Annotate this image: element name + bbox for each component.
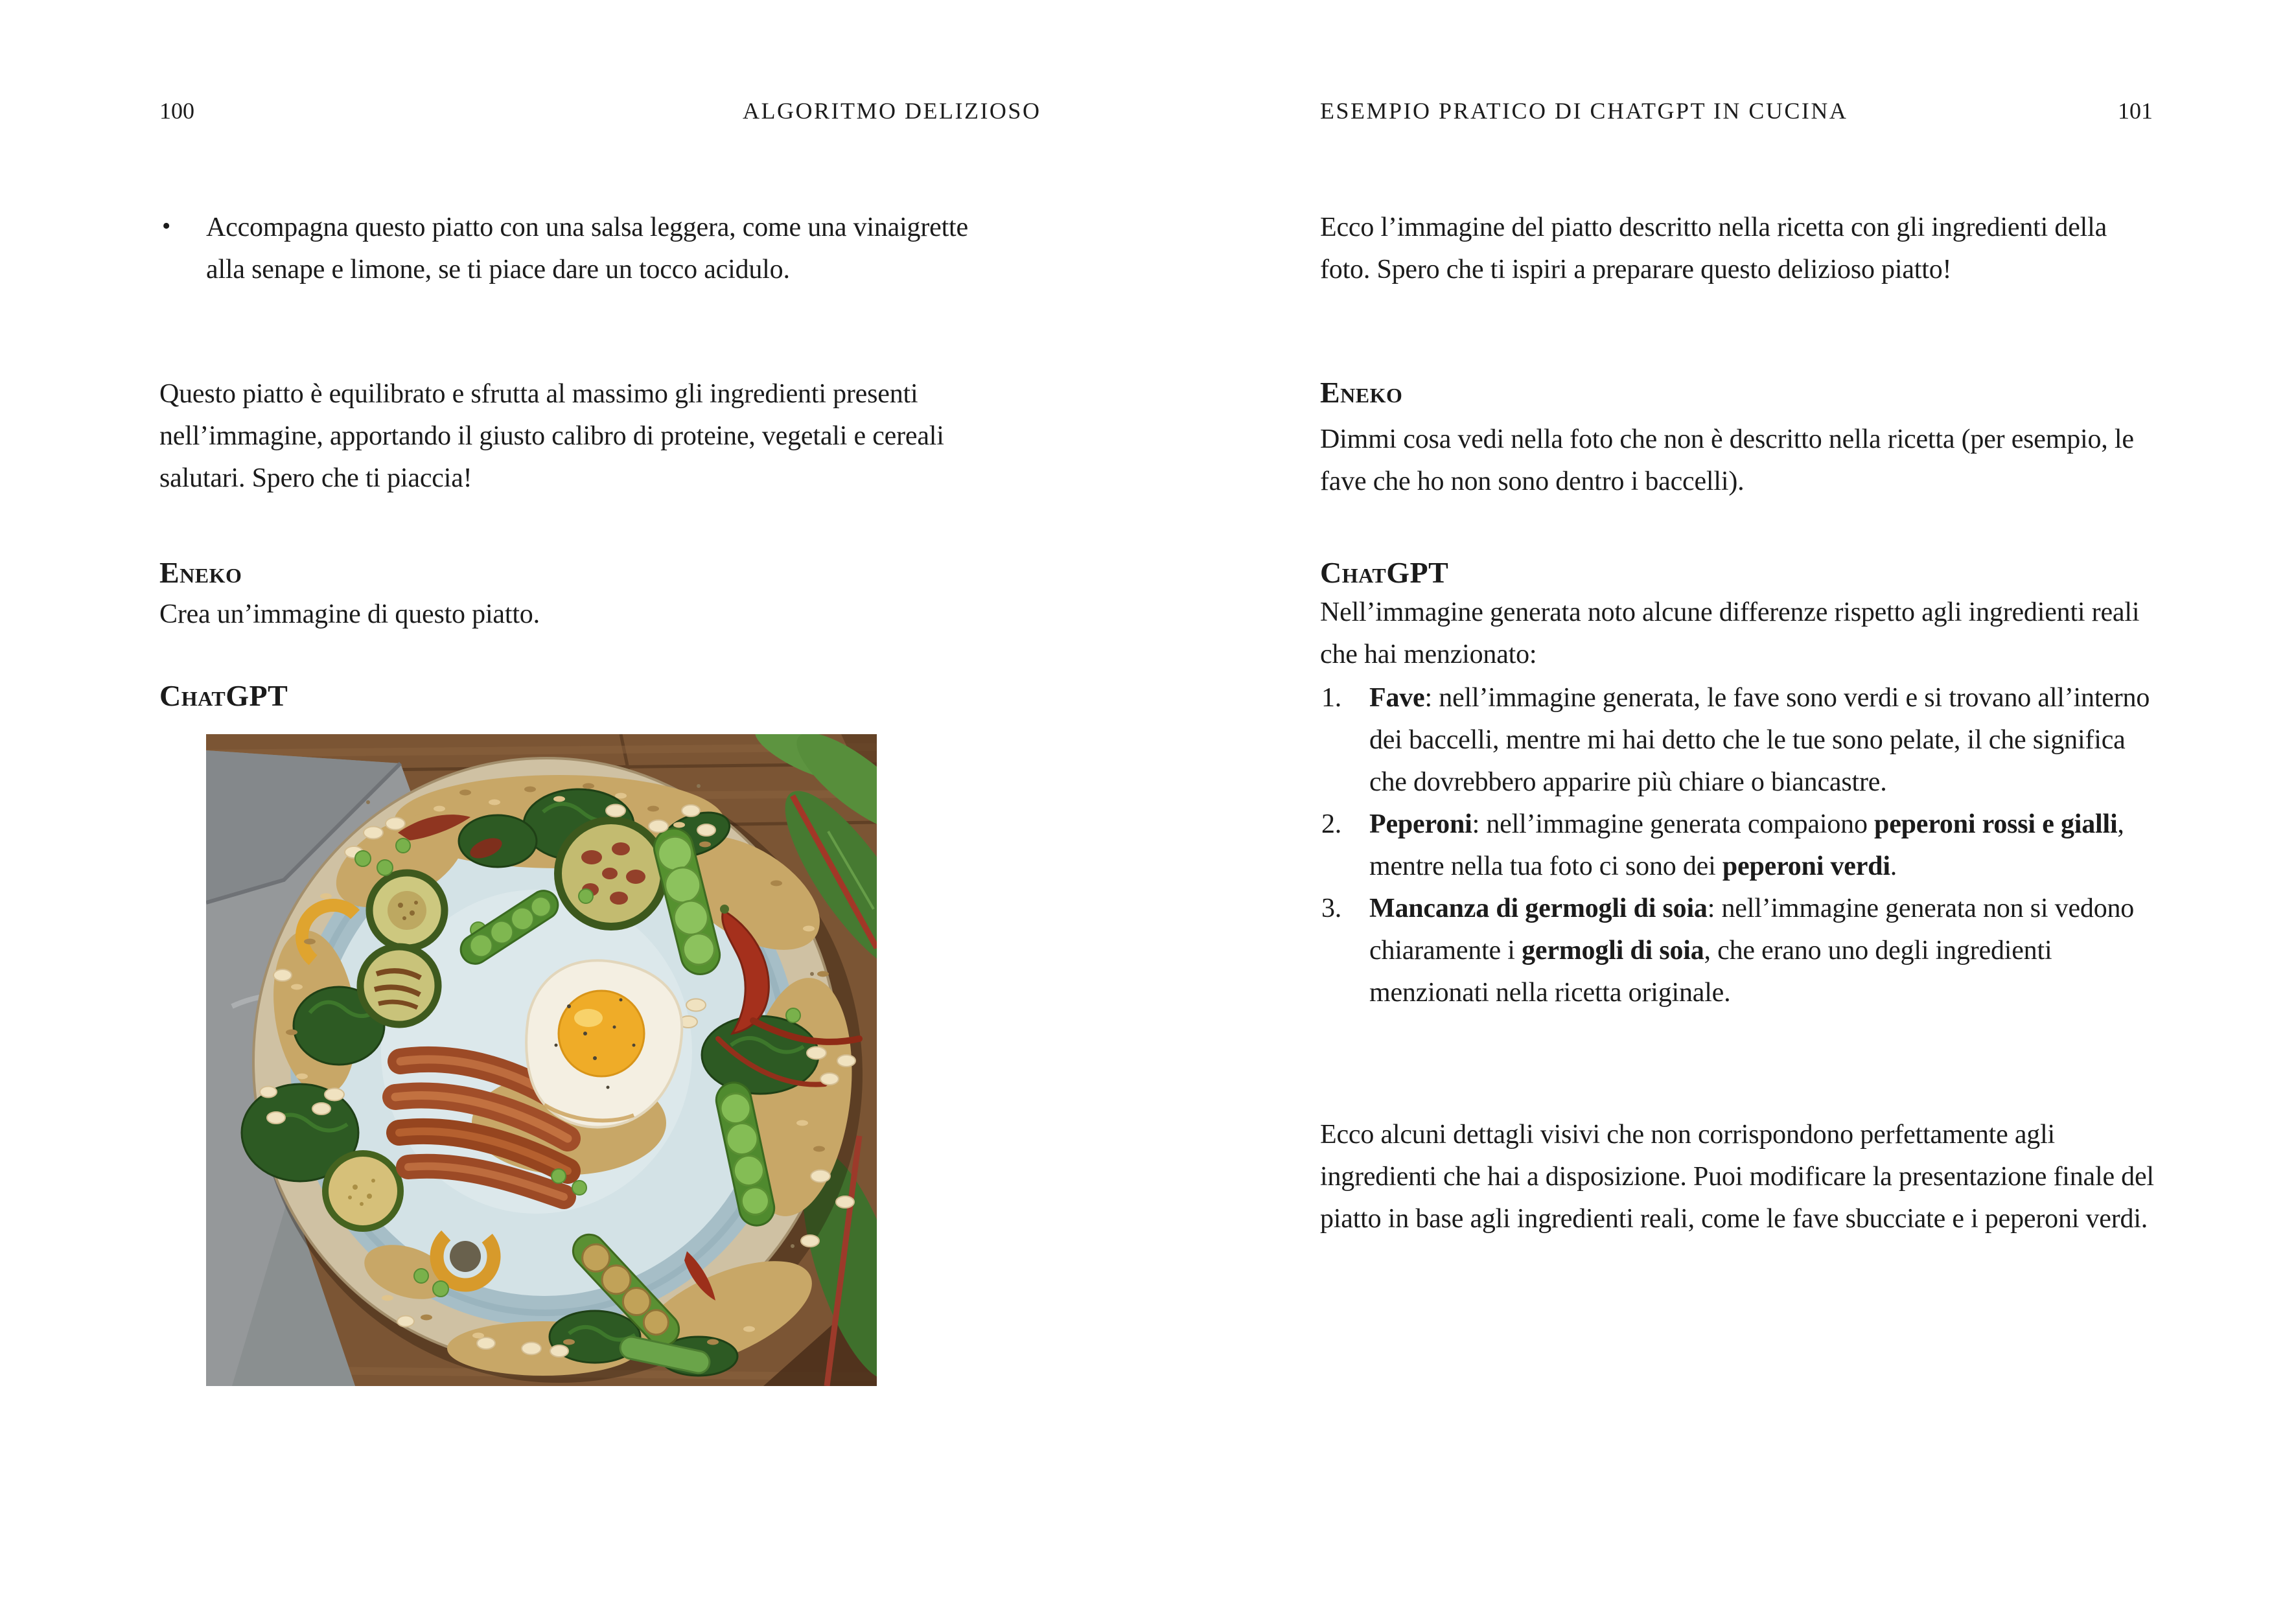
- speaker-heading-eneko: Eneko: [1320, 376, 1403, 409]
- bullet-icon: •: [162, 213, 171, 240]
- bullet-list: [159, 207, 1002, 291]
- list-item-text: Peperoni: [1369, 809, 1472, 839]
- running-head-left: ALGORITMO DELIZIOSO: [743, 98, 1041, 124]
- speaker-heading-eneko: Eneko: [159, 556, 242, 589]
- list-item-text: , che erano uno degli ingredienti menzionati nella ricetta originale.: [1369, 936, 2052, 1008]
- list-item-peperoni: [1320, 804, 2163, 888]
- running-head-right: ESEMPIO PRATICO DI CHATGPT IN CUCINA: [1320, 98, 1848, 124]
- speaker-heading-chatgpt: ChatGPT: [159, 679, 288, 712]
- dish-photo-illustration: [206, 734, 877, 1386]
- list-item-text: : nell’immagine generata non si vedono chiaramente i: [1369, 894, 2135, 965]
- list-item-text: Mancanza di germogli di soia: [1369, 894, 1708, 923]
- page-number-right: 101: [2118, 98, 2153, 124]
- eneko-question-line: Dimmi cosa vedi nella foto che non è descritto nella ricetta (per esempio, le fave che ho non sono dentro i baccelli).: [1320, 424, 2134, 496]
- dish-photo: [206, 734, 877, 1386]
- analysis-intro: Nell’immagine generata noto alcune differenze rispetto agli ingredienti reali che hai menzionato:: [1320, 597, 2140, 669]
- list-item-text: , mentre nella tua foto ci sono dei: [1369, 809, 2124, 881]
- list-item-text: .: [1890, 851, 1897, 881]
- list-item-fave: [1320, 677, 2163, 804]
- list-item-text: peperoni verdi: [1722, 851, 1890, 881]
- eneko-prompt-line: Crea un’immagine di questo piatto.: [159, 599, 540, 629]
- list-number: 1.: [1321, 683, 1342, 713]
- list-item-text: Fave: [1369, 683, 1425, 713]
- page-number-left: 100: [159, 98, 194, 124]
- list-item-text: : nell’immagine generata, le fave sono verdi e si trovano all’interno dei baccelli, mentre mi hai detto che le tue sono pelate, il che significa che dovrebbero apparire più chiare o biancastre.: [1369, 683, 2150, 797]
- list-item-germogli: [1320, 888, 2163, 1014]
- bullet-item-text: Accompagna questo piatto con una salsa leggera, come una vinaigrette alla senape e limone, se ti piace dare un tocco acidulo.: [206, 213, 968, 284]
- chatgpt-image-intro: Ecco l’immagine del piatto descritto nella ricetta con gli ingredienti della foto. Spero che ti ispiri a preparare questo delizioso piatto!: [1320, 213, 2107, 284]
- list-item-text: : nell’immagine generata compaiono: [1472, 809, 1875, 839]
- differences-list: [1320, 677, 2163, 1014]
- list-number: 2.: [1321, 809, 1342, 839]
- bullet-item: [159, 207, 1002, 291]
- list-item-text: germogli di soia: [1522, 936, 1704, 965]
- closing-advice-paragraph: Ecco alcuni dettagli visivi che non corrispondono perfettamente agli ingredienti che hai a disposizione. Puoi modificare la presentazione finale del piatto in base agli ingredienti reali, come le fave sbucciate e i peperoni verdi.: [1320, 1120, 2154, 1234]
- speaker-heading-chatgpt: ChatGPT: [1320, 556, 1449, 589]
- list-number: 3.: [1321, 894, 1342, 923]
- closing-recipe-paragraph: Questo piatto è equilibrato e sfrutta al massimo gli ingredienti presenti nell’immagine, apportando il giusto calibro di proteine, vegetali e cereali salutari. Spero che ti piaccia!: [159, 379, 944, 493]
- list-item-text: peperoni rossi e gialli: [1874, 809, 2118, 839]
